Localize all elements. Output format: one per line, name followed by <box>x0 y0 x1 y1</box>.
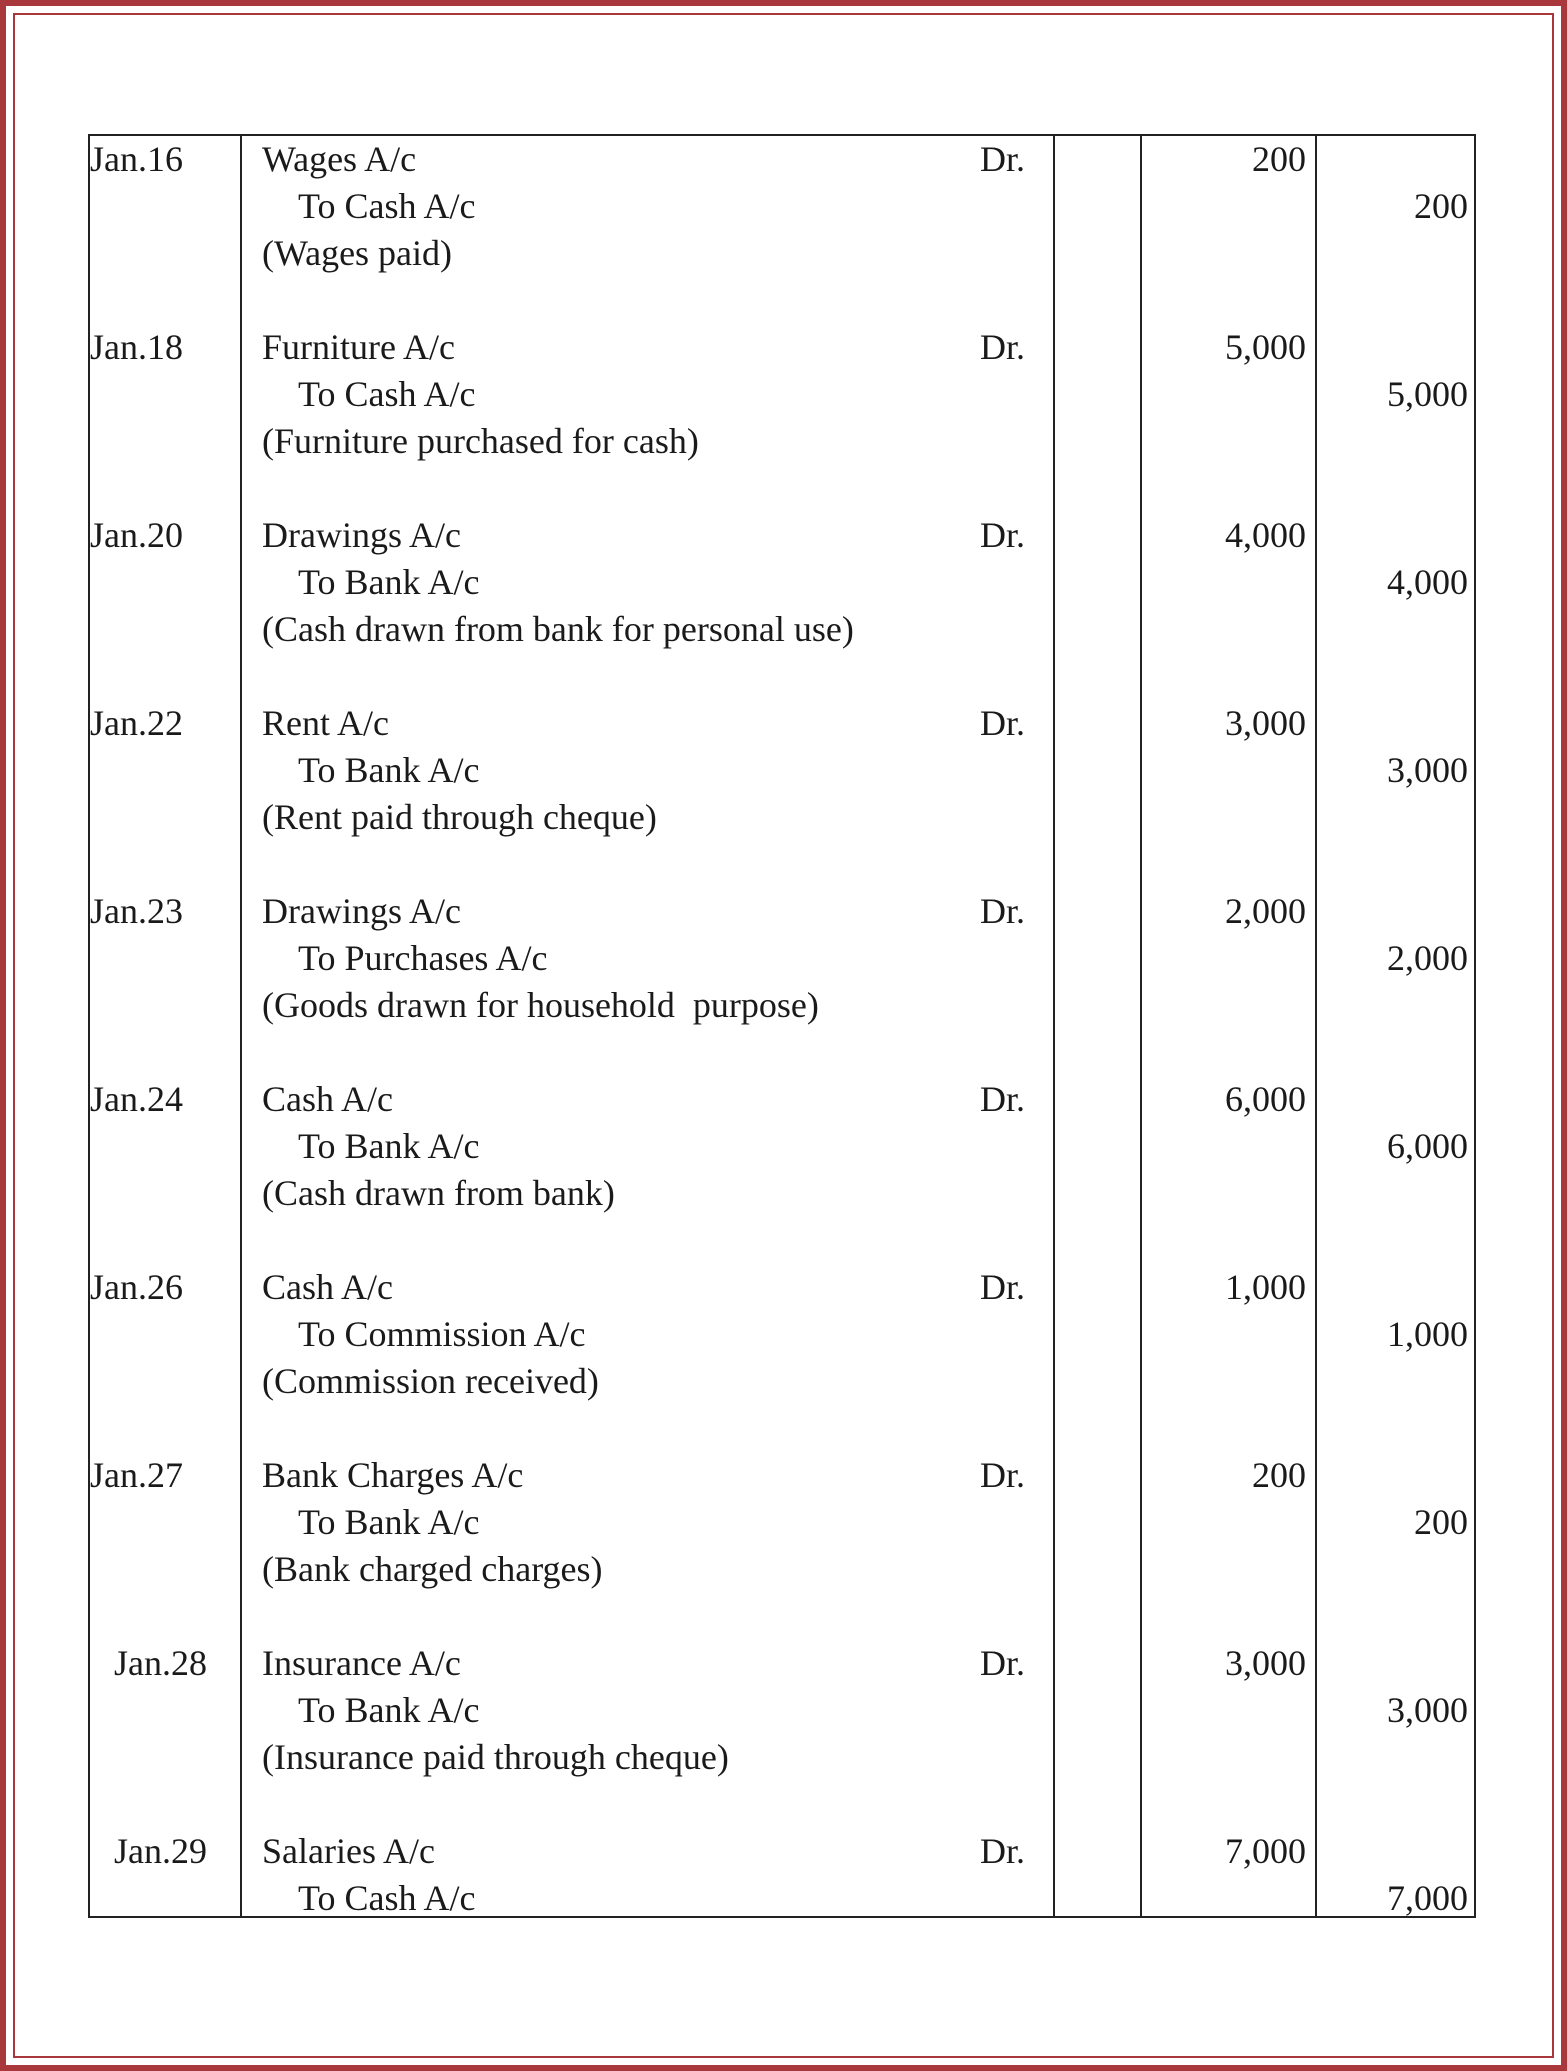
narration: (Bank charged charges) <box>262 1549 603 1589</box>
debit-amount: 4,000 <box>1225 515 1306 555</box>
dr-label: Dr. <box>980 1643 1025 1683</box>
debit-account: Drawings A/c <box>262 891 461 931</box>
journal-entry <box>90 888 1478 1076</box>
credit-amount: 200 <box>1414 186 1468 226</box>
credit-account: To Bank A/c <box>298 1690 480 1730</box>
credit-account: To Purchases A/c <box>298 938 548 978</box>
debit-account: Drawings A/c <box>262 515 461 555</box>
debit-amount: 2,000 <box>1225 891 1306 931</box>
dr-label: Dr. <box>980 1455 1025 1495</box>
dr-label: Dr. <box>980 1267 1025 1307</box>
entry-date: Jan.27 <box>90 1455 183 1495</box>
narration: (Furniture purchased for cash) <box>262 421 699 461</box>
debit-amount: 1,000 <box>1225 1267 1306 1307</box>
entry-date: Jan.29 <box>114 1831 207 1871</box>
dr-label: Dr. <box>980 327 1025 367</box>
dr-label: Dr. <box>980 139 1025 179</box>
credit-amount: 4,000 <box>1387 562 1468 602</box>
dr-label: Dr. <box>980 891 1025 931</box>
journal-entry <box>90 1076 1478 1264</box>
credit-amount: 200 <box>1414 1502 1468 1542</box>
journal-entry <box>90 1264 1478 1452</box>
entry-date: Jan.26 <box>90 1267 183 1307</box>
narration: (Goods drawn for household purpose) <box>262 985 819 1025</box>
journal-entry <box>90 1452 1478 1640</box>
debit-account: Bank Charges A/c <box>262 1455 524 1495</box>
journal-entry <box>90 512 1478 700</box>
credit-account: To Cash A/c <box>298 186 476 226</box>
credit-amount: 6,000 <box>1387 1126 1468 1166</box>
debit-account: Salaries A/c <box>262 1831 435 1871</box>
narration: (Cash drawn from bank) <box>262 1173 615 1213</box>
journal-entry <box>90 1640 1478 1828</box>
credit-amount: 2,000 <box>1387 938 1468 978</box>
credit-account: To Bank A/c <box>298 562 480 602</box>
narration: (Rent paid through cheque) <box>262 797 657 837</box>
entry-date: Jan.22 <box>90 703 183 743</box>
credit-account: To Cash A/c <box>298 374 476 414</box>
dr-label: Dr. <box>980 1831 1025 1871</box>
narration: (Insurance paid through cheque) <box>262 1737 729 1777</box>
credit-amount: 5,000 <box>1387 374 1468 414</box>
journal-entry <box>90 700 1478 888</box>
credit-account: To Bank A/c <box>298 1502 480 1542</box>
narration: (Commission received) <box>262 1361 599 1401</box>
journal-table <box>88 134 1476 1918</box>
dr-label: Dr. <box>980 703 1025 743</box>
debit-amount: 200 <box>1252 1455 1306 1495</box>
credit-amount: 3,000 <box>1387 1690 1468 1730</box>
entry-date: Jan.28 <box>114 1643 207 1683</box>
debit-amount: 3,000 <box>1225 703 1306 743</box>
dr-label: Dr. <box>980 1079 1025 1119</box>
credit-account: To Commission A/c <box>298 1314 586 1354</box>
credit-amount: 7,000 <box>1387 1878 1468 1918</box>
debit-amount: 7,000 <box>1225 1831 1306 1871</box>
debit-account: Cash A/c <box>262 1079 393 1119</box>
credit-amount: 3,000 <box>1387 750 1468 790</box>
journal-entry <box>90 136 1478 324</box>
credit-amount: 1,000 <box>1387 1314 1468 1354</box>
journal-entry <box>90 324 1478 512</box>
debit-account: Cash A/c <box>262 1267 393 1307</box>
debit-account: Furniture A/c <box>262 327 455 367</box>
dr-label: Dr. <box>980 515 1025 555</box>
journal-entry <box>90 1828 1478 1920</box>
debit-amount: 5,000 <box>1225 327 1306 367</box>
debit-account: Wages A/c <box>262 139 417 179</box>
debit-account: Rent A/c <box>262 703 389 743</box>
debit-amount: 3,000 <box>1225 1643 1306 1683</box>
narration: (Cash drawn from bank for personal use) <box>262 609 854 649</box>
debit-amount: 200 <box>1252 139 1306 179</box>
entry-date: Jan.18 <box>90 327 183 367</box>
debit-amount: 6,000 <box>1225 1079 1306 1119</box>
credit-account: To Bank A/c <box>298 1126 480 1166</box>
entry-date: Jan.23 <box>90 891 183 931</box>
entry-date: Jan.24 <box>90 1079 183 1119</box>
credit-account: To Cash A/c <box>298 1878 476 1918</box>
narration: (Wages paid) <box>262 233 453 273</box>
debit-account: Insurance A/c <box>262 1643 461 1683</box>
entry-date: Jan.16 <box>90 139 183 179</box>
credit-account: To Bank A/c <box>298 750 480 790</box>
entry-date: Jan.20 <box>90 515 183 555</box>
